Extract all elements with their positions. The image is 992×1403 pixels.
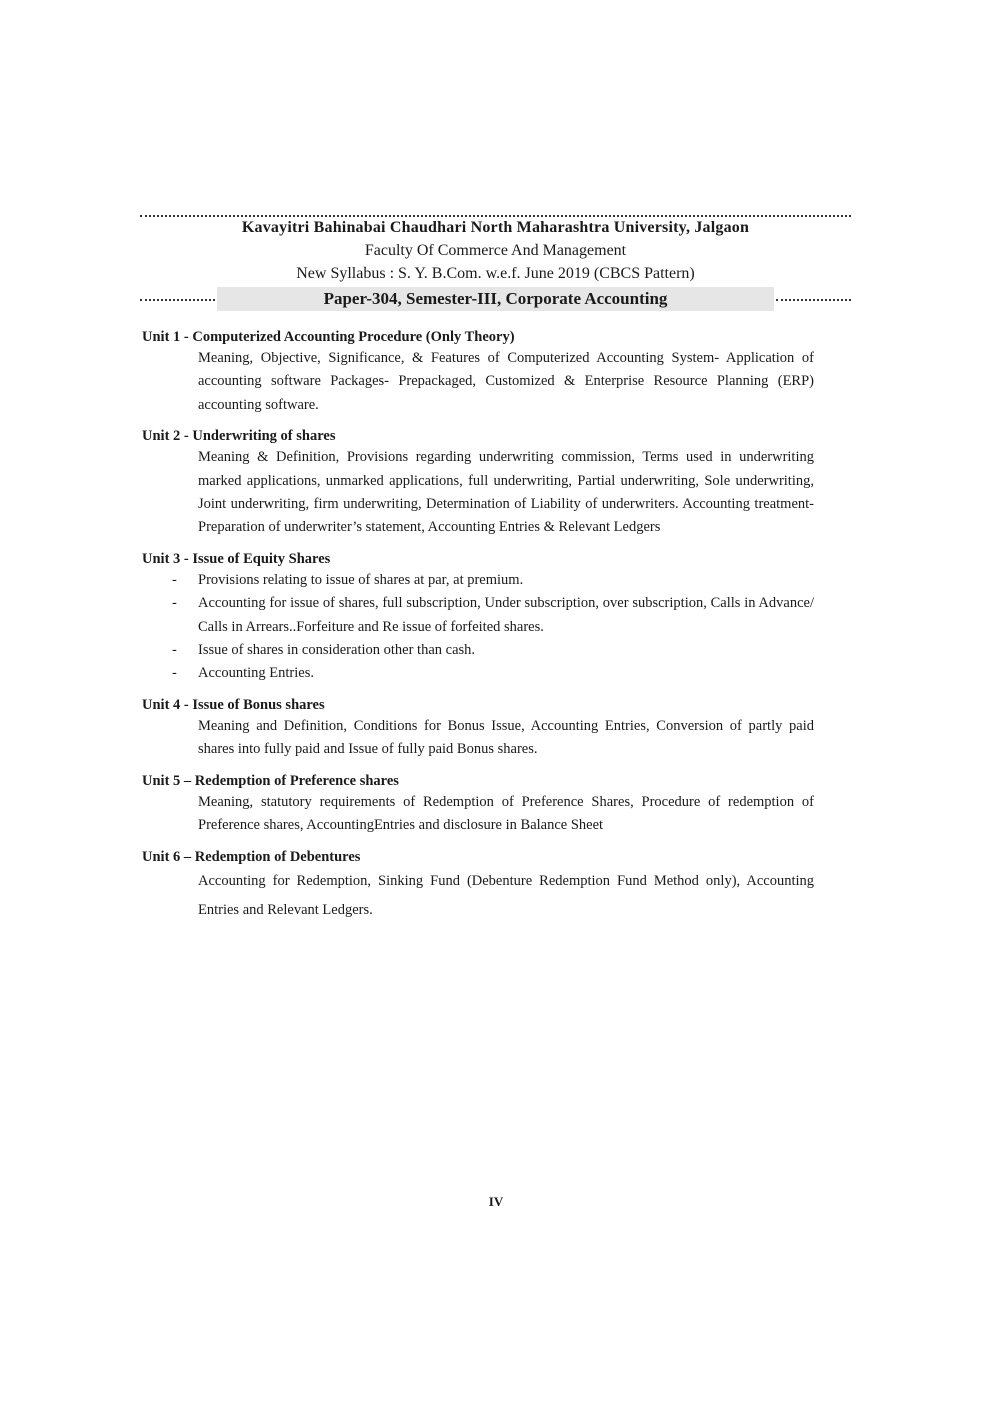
- unit-title: Unit 4 - Issue of Bonus shares: [142, 696, 325, 713]
- unit-1: [142, 327, 814, 417]
- unit-title: Unit 6 – Redemption of Debentures: [142, 848, 361, 865]
- unit-title: Unit 1 - Computerized Accounting Procedure (Only Theory): [142, 329, 515, 345]
- unit-description: Meaning, Objective, Significance, & Features of Computerized Accounting System- Application of accounting software Packages- Prepackaged, Customized & Enterprise Resource Planning (ERP) accounting software.: [198, 350, 814, 413]
- bullet-text: Issue of shares in consideration other than cash.: [198, 642, 476, 659]
- unit-2: [142, 426, 814, 540]
- unit-title: Unit 5 – Redemption of Preference shares: [142, 772, 399, 789]
- unit-title: Unit 2 - Underwriting of shares: [142, 428, 336, 445]
- list-item: [142, 569, 814, 592]
- faculty-name: Faculty Of Commerce And Management: [364, 242, 627, 259]
- unit-6: [142, 847, 814, 925]
- unit-3: [142, 549, 814, 686]
- university-name: Kavayitri Bahinabai Chaudhari North Maharashtra University, Jalgaon: [241, 219, 750, 236]
- units-list: [142, 327, 814, 934]
- unit-bullet-list: [142, 569, 814, 686]
- bullet-dash: -: [172, 571, 177, 588]
- bullet-text: Accounting for issue of shares, full subscription, Under subscription, over subscription, Calls in Advance/ Calls in Arrears..Forfeiture and Re issue of forfeited shares.: [198, 595, 814, 635]
- bullet-text: Provisions relating to issue of shares at par, at premium.: [198, 571, 524, 588]
- list-item: [142, 639, 814, 662]
- paper-dotted-rule-left: [140, 299, 215, 301]
- list-item: [142, 662, 814, 685]
- unit-title: Unit 3 - Issue of Equity Shares: [142, 550, 331, 567]
- syllabus-line: New Syllabus : S. Y. B.Com. w.e.f. June 2019 (CBCS Pattern): [296, 265, 695, 282]
- page-number: IV: [488, 1194, 504, 1209]
- paper-title-row: [140, 287, 851, 311]
- unit-5: [142, 771, 814, 838]
- unit-description: Meaning, statutory requirements of Redemption of Preference Shares, Procedure of redemption of Preference shares, AccountingEntries and disclosure in Balance Sheet: [198, 793, 814, 834]
- bullet-dash: -: [172, 665, 177, 682]
- paper-dotted-rule-right: [776, 299, 851, 301]
- unit-description: Meaning and Definition, Conditions for Bonus Issue, Accounting Entries, Conversion of partly paid shares into fully paid and Issue of fully paid Bonus shares.: [198, 717, 814, 758]
- bullet-text: Accounting Entries.: [198, 665, 314, 682]
- top-dotted-rule: [140, 215, 851, 217]
- bullet-dash: -: [172, 595, 177, 612]
- list-item: [142, 592, 814, 639]
- unit-4: [142, 695, 814, 762]
- paper-title: Paper-304, Semester-III, Corporate Accounting: [217, 287, 774, 311]
- unit-description: Meaning & Definition, Provisions regarding underwriting commission, Terms used in underwriting marked applications, unmarked applications, full underwriting, Partial underwriting, Sole underwriting, Joint underwriting, firm underwriting, Determination of Liability of underwriters. Accounting treatment- Preparation of underwriter’s statement, Accounting Entries & Relevant Ledgers: [198, 449, 814, 536]
- unit-description: Accounting for Redemption, Sinking Fund (Debenture Redemption Fund Method only), Accounting Entries and Relevant Ledgers.: [198, 872, 814, 918]
- bullet-dash: -: [172, 642, 177, 659]
